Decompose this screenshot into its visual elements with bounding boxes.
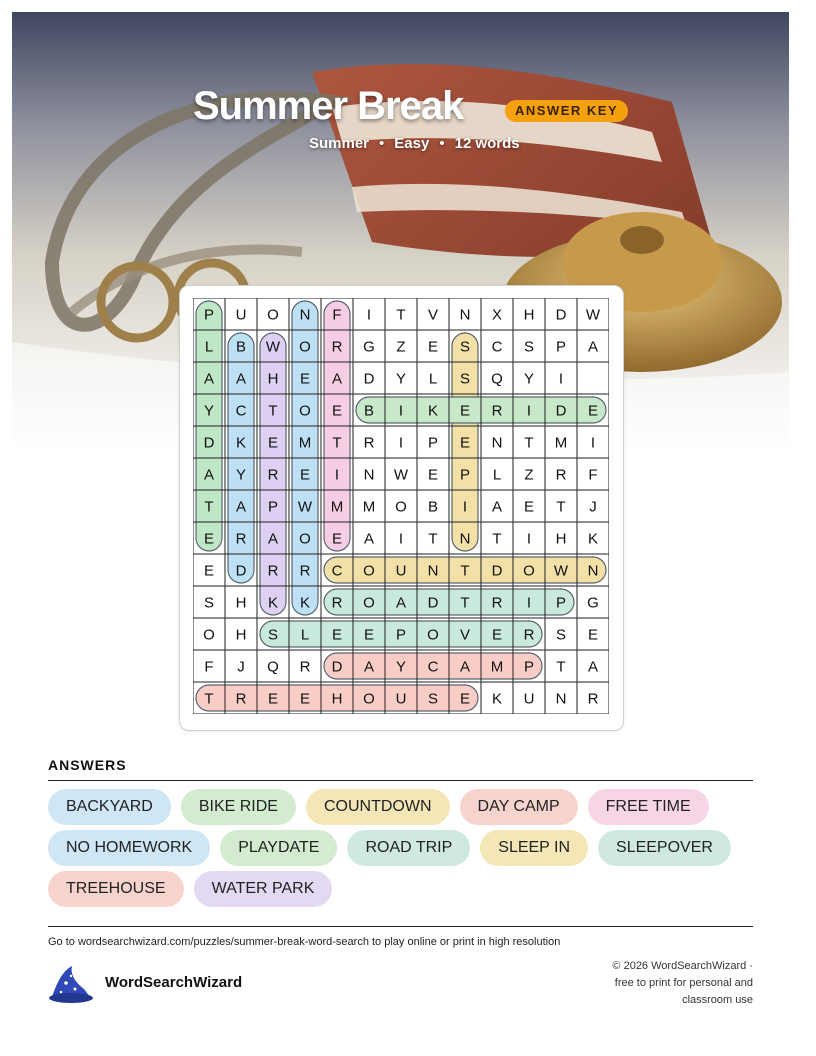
grid-cell-letter: I bbox=[526, 594, 532, 612]
grid-cell-letter: O bbox=[395, 498, 407, 516]
grid-cell-letter: E bbox=[491, 626, 503, 644]
grid-cell-letter: S bbox=[555, 626, 567, 644]
grid-cell-letter: A bbox=[363, 658, 375, 676]
answer-chip: COUNTDOWN bbox=[306, 789, 450, 825]
grid-cell-letter: T bbox=[492, 530, 502, 548]
puzzle-meta bbox=[309, 135, 520, 152]
grid-cell-letter: Y bbox=[395, 658, 407, 676]
grid-cell-letter: S bbox=[523, 338, 535, 356]
grid-cell-letter: E bbox=[203, 562, 215, 580]
grid-cell-letter: D bbox=[555, 402, 567, 420]
difficulty-label: Easy bbox=[394, 135, 430, 152]
grid-cell-letter: G bbox=[587, 594, 599, 612]
answer-chip: DAY CAMP bbox=[460, 789, 578, 825]
grid-cell-letter: K bbox=[267, 594, 279, 612]
answer-key-badge: ANSWER KEY bbox=[505, 100, 628, 122]
grid-cell-letter: I bbox=[590, 434, 596, 452]
answer-chip: BIKE RIDE bbox=[181, 789, 296, 825]
wizard-hat-icon bbox=[46, 963, 94, 1005]
grid-cell-letter: C bbox=[235, 402, 247, 420]
grid-cell-letter: R bbox=[363, 434, 375, 452]
grid-cell-letter: I bbox=[398, 530, 404, 548]
grid-cell-letter: E bbox=[459, 690, 471, 708]
grid-cell-letter: T bbox=[428, 530, 438, 548]
grid-cell-letter: A bbox=[395, 594, 407, 612]
grid-cell-letter: M bbox=[330, 498, 344, 516]
answer-chip: NO HOMEWORK bbox=[48, 830, 210, 866]
grid-cell-letter: T bbox=[460, 594, 470, 612]
grid-cell-letter: V bbox=[427, 306, 439, 324]
answers-divider bbox=[48, 780, 753, 781]
grid-cell-letter: R bbox=[491, 594, 503, 612]
grid-cell-letter: E bbox=[299, 466, 311, 484]
grid-cell-letter: G bbox=[363, 338, 375, 356]
grid-cell-letter: P bbox=[267, 498, 279, 516]
grid-cell-letter: E bbox=[587, 626, 599, 644]
grid-cell-letter: P bbox=[523, 658, 535, 676]
grid-cell-letter: L bbox=[204, 338, 214, 356]
grid-cell-letter: D bbox=[491, 562, 503, 580]
grid-cell-letter: R bbox=[491, 402, 503, 420]
grid-cell-letter: O bbox=[299, 530, 311, 548]
grid-cell-letter: M bbox=[298, 434, 312, 452]
grid-cell-letter: S bbox=[427, 690, 439, 708]
grid-cell-letter: B bbox=[235, 338, 247, 356]
grid-cell-letter: K bbox=[427, 402, 439, 420]
grid-cell-letter: O bbox=[363, 690, 375, 708]
copyright-text: © 2026 WordSearchWizard · free to print for personal and classroom use bbox=[612, 960, 753, 1006]
answer-chip: SLEEP IN bbox=[480, 830, 588, 866]
grid-cell-letter: Y bbox=[235, 466, 247, 484]
grid-cell-letter: Z bbox=[524, 466, 534, 484]
answer-chip: BACKYARD bbox=[48, 789, 171, 825]
grid-cell-letter: O bbox=[299, 402, 311, 420]
grid-cell-letter: U bbox=[523, 690, 535, 708]
grid-cell-letter: B bbox=[363, 402, 375, 420]
grid-cell-letter: P bbox=[459, 466, 471, 484]
grid-cell-letter: H bbox=[267, 370, 279, 388]
grid-cell-letter: K bbox=[299, 594, 311, 612]
answers-heading: ANSWERS bbox=[48, 757, 127, 773]
grid-cell-letter: S bbox=[459, 370, 471, 388]
grid-cell-letter: A bbox=[587, 338, 599, 356]
grid-cell-letter: E bbox=[267, 690, 279, 708]
word-search-grid bbox=[193, 298, 609, 714]
answer-chip: WATER PARK bbox=[194, 871, 333, 907]
grid-cell-letter: M bbox=[554, 434, 568, 452]
grid-cell-letter: A bbox=[491, 498, 503, 516]
grid-cell-letter: I bbox=[462, 498, 468, 516]
puzzle-title: Summer Break bbox=[193, 84, 464, 128]
grid-cell-letter: E bbox=[267, 434, 279, 452]
grid-cell-letter: M bbox=[490, 658, 504, 676]
grid-cell-letter: I bbox=[398, 402, 404, 420]
grid-cell-letter: K bbox=[235, 434, 247, 452]
grid-cell-letter: F bbox=[332, 306, 342, 324]
grid-cell-letter: W bbox=[297, 498, 313, 516]
grid-cell-letter: A bbox=[203, 370, 215, 388]
grid-cell-letter: I bbox=[398, 434, 404, 452]
grid-cell-letter: R bbox=[267, 466, 279, 484]
grid-cell-letter: R bbox=[267, 562, 279, 580]
grid-cell-letter: N bbox=[299, 306, 311, 324]
grid-cell-letter: E bbox=[299, 370, 311, 388]
grid-cell-letter: T bbox=[268, 402, 278, 420]
grid-cell-letter: K bbox=[587, 530, 599, 548]
grid-cell-letter: M bbox=[362, 498, 376, 516]
grid-cell-letter: C bbox=[331, 562, 343, 580]
grid-cell-letter: T bbox=[556, 658, 566, 676]
grid-cell-letter: T bbox=[556, 498, 566, 516]
grid-cell-letter: D bbox=[363, 370, 375, 388]
grid-cell-letter: P bbox=[555, 338, 567, 356]
meta-separator: • bbox=[379, 135, 385, 152]
grid-cell-letter: S bbox=[459, 338, 471, 356]
grid-cell-letter: U bbox=[235, 306, 247, 324]
grid-cell-letter: E bbox=[427, 466, 439, 484]
grid-cell-letter: E bbox=[523, 498, 535, 516]
grid-cell-letter: F bbox=[588, 466, 598, 484]
grid-cell-letter: W bbox=[585, 306, 601, 324]
grid-cell-letter: E bbox=[331, 402, 343, 420]
grid-cell-letter: E bbox=[331, 626, 343, 644]
grid-cell-letter: P bbox=[555, 594, 567, 612]
grid-cell-letter: Q bbox=[267, 658, 279, 676]
grid-cell-letter: I bbox=[526, 530, 532, 548]
grid-cell-letter: D bbox=[555, 306, 567, 324]
grid-cell-letter: S bbox=[203, 594, 215, 612]
grid-cell-letter: T bbox=[524, 434, 534, 452]
grid-cell-letter: Y bbox=[523, 370, 535, 388]
grid-cell-letter: A bbox=[363, 530, 375, 548]
meta-separator: • bbox=[439, 135, 445, 152]
answer-chip: ROAD TRIP bbox=[347, 830, 470, 866]
grid-cell-letter: J bbox=[237, 658, 245, 676]
grid-cell-letter: C bbox=[491, 338, 503, 356]
grid-cell-letter: N bbox=[363, 466, 375, 484]
grid-cell-letter: Q bbox=[491, 370, 503, 388]
grid-cell-letter: R bbox=[299, 562, 311, 580]
grid-cell-letter: D bbox=[331, 658, 343, 676]
grid-cell-letter: C bbox=[427, 658, 439, 676]
grid-cell-letter: D bbox=[235, 562, 247, 580]
grid-cell-letter: O bbox=[203, 626, 215, 644]
grid-cell-letter: D bbox=[203, 434, 215, 452]
grid-cell-letter: N bbox=[555, 690, 567, 708]
footer-link-text: Go to wordsearchwizard.com/puzzles/summer-break-word-search to play online or print in high resolution bbox=[48, 936, 561, 948]
grid-cell-letter: O bbox=[267, 306, 279, 324]
grid-cell-letter: N bbox=[427, 562, 439, 580]
grid-cell-letter: O bbox=[363, 562, 375, 580]
grid-cell-letter: T bbox=[460, 562, 470, 580]
grid-cell-letter: A bbox=[267, 530, 279, 548]
theme-label: Summer bbox=[309, 135, 370, 152]
grid-cell-letter: I bbox=[334, 466, 340, 484]
answer-list bbox=[48, 789, 758, 907]
grid-cell-letter: R bbox=[235, 690, 247, 708]
grid-cell-letter: O bbox=[523, 562, 535, 580]
grid-cell-letter: E bbox=[459, 402, 471, 420]
grid-cell-letter: O bbox=[299, 338, 311, 356]
grid-cell-letter: R bbox=[555, 466, 567, 484]
grid-cell-letter: T bbox=[396, 306, 406, 324]
grid-cell-letter: O bbox=[427, 626, 439, 644]
grid-cell-letter: I bbox=[366, 306, 372, 324]
grid-cell-letter: P bbox=[427, 434, 439, 452]
footer-divider bbox=[48, 926, 753, 927]
grid-cell-letter: Y bbox=[395, 370, 407, 388]
grid-cell-letter: T bbox=[204, 498, 214, 516]
grid-cell-letter: D bbox=[427, 594, 439, 612]
grid-cell-letter: R bbox=[331, 594, 343, 612]
grid-cell-letter: O bbox=[363, 594, 375, 612]
answer-chip: FREE TIME bbox=[588, 789, 709, 825]
grid-cell-letter: E bbox=[459, 434, 471, 452]
grid-cell-letter: K bbox=[491, 690, 503, 708]
grid-cell-letter: L bbox=[300, 626, 310, 644]
grid-cell-letter: I bbox=[558, 370, 564, 388]
grid-cell-letter: E bbox=[363, 626, 375, 644]
grid-cell-letter: R bbox=[235, 530, 247, 548]
grid-cell-letter: P bbox=[203, 306, 215, 324]
grid-cell-letter: A bbox=[203, 466, 215, 484]
grid-cell-letter: L bbox=[428, 370, 438, 388]
grid-cell-letter: R bbox=[299, 658, 311, 676]
answer-chip: PLAYDATE bbox=[220, 830, 337, 866]
grid-cell-letter: E bbox=[427, 338, 439, 356]
grid-cell-letter: Z bbox=[396, 338, 406, 356]
grid-cell-letter: A bbox=[235, 498, 247, 516]
grid-cell-letter: N bbox=[459, 530, 471, 548]
grid-cell-letter: T bbox=[204, 690, 214, 708]
grid-cell-letter: E bbox=[331, 530, 343, 548]
answer-chip: SLEEPOVER bbox=[598, 830, 731, 866]
grid-cell-letter: J bbox=[589, 498, 597, 516]
grid-cell-letter: H bbox=[523, 306, 535, 324]
brand-name: WordSearchWizard bbox=[105, 974, 243, 991]
grid-cell-letter: I bbox=[526, 402, 532, 420]
grid-cell-letter: E bbox=[587, 402, 599, 420]
grid-cell-letter: U bbox=[395, 562, 407, 580]
grid-cell-letter: F bbox=[204, 658, 214, 676]
grid-cell-letter: U bbox=[395, 690, 407, 708]
grid-cell-letter: A bbox=[235, 370, 247, 388]
grid-cell-letter: V bbox=[459, 626, 471, 644]
grid-cell-letter: R bbox=[331, 338, 343, 356]
grid-cell-letter: W bbox=[393, 466, 409, 484]
grid-cell-letter: N bbox=[587, 562, 599, 580]
grid-cell-letter: A bbox=[587, 658, 599, 676]
grid-cell-letter: P bbox=[395, 626, 407, 644]
grid-cell-letter: X bbox=[491, 306, 503, 324]
grid-cell-letter: H bbox=[555, 530, 567, 548]
grid-cell-letter: R bbox=[523, 626, 535, 644]
grid-cell-letter: Y bbox=[203, 402, 215, 420]
grid-cell-letter: S bbox=[267, 626, 279, 644]
grid-cell-letter: L bbox=[492, 466, 502, 484]
word-count-label: 12 words bbox=[454, 135, 520, 152]
grid-cell-letter: A bbox=[459, 658, 471, 676]
grid-cell-letter: W bbox=[265, 338, 281, 356]
grid-cell-letter: N bbox=[491, 434, 503, 452]
grid-cell-letter: E bbox=[299, 690, 311, 708]
grid-cell-letter: B bbox=[427, 498, 439, 516]
answer-chip: TREEHOUSE bbox=[48, 871, 184, 907]
grid-cell-letter: T bbox=[332, 434, 342, 452]
grid-cell-letter: W bbox=[553, 562, 569, 580]
grid-cell-letter: E bbox=[203, 530, 215, 548]
grid-cell-letter: N bbox=[459, 306, 471, 324]
grid-cell-letter: R bbox=[587, 690, 599, 708]
grid-cell-letter: H bbox=[235, 626, 247, 644]
grid-cell-letter: H bbox=[235, 594, 247, 612]
grid-cell-letter: H bbox=[331, 690, 343, 708]
grid-cell-letter: A bbox=[331, 370, 343, 388]
